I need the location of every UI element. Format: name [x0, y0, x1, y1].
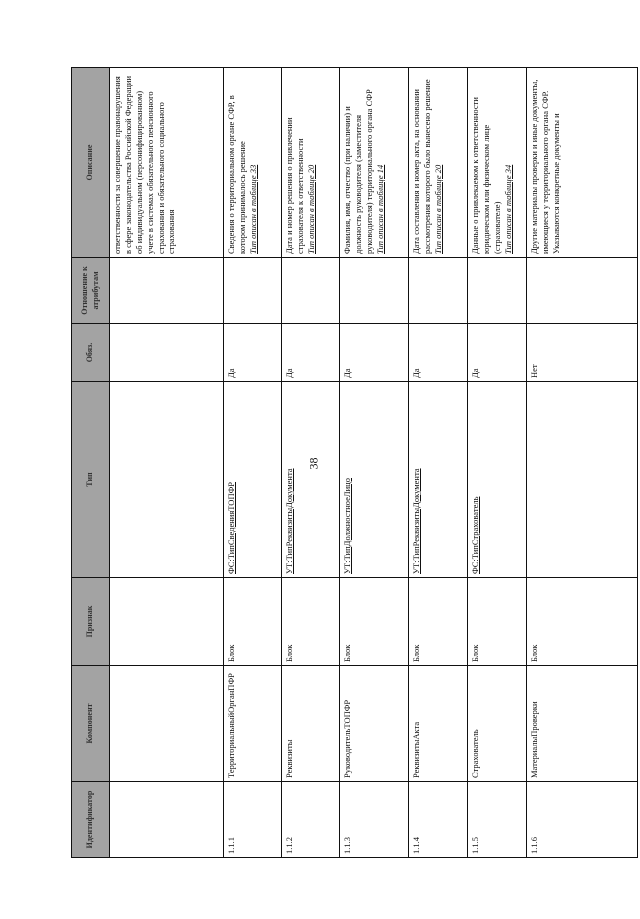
type-link[interactable]: ФС:ТипСведенияТОПФР: [226, 481, 236, 574]
cell-kind: Блок: [468, 578, 527, 666]
cell-required: Да: [409, 324, 468, 382]
rotated-table-container: [71, 68, 637, 858]
cell-required: Да: [468, 324, 527, 382]
cell-id: 1.1.4: [409, 782, 468, 858]
table-row: [282, 68, 340, 858]
cell-relation: [468, 258, 527, 324]
cell-component: РуководительТОПФР: [340, 666, 409, 782]
cell-id: 1.1.6: [527, 782, 638, 858]
description-text: Дата и номер решения о привлечении страхователя к ответственности: [284, 117, 305, 254]
type-link[interactable]: УТ:ТипРеквизитыДокумента: [411, 468, 421, 574]
cell-id: 1.1.2: [282, 782, 340, 858]
type-reference-link[interactable]: Тип описан в таблице 20: [305, 164, 316, 254]
cell-kind: Блок: [409, 578, 468, 666]
table-row: [340, 68, 409, 858]
cell-relation: [340, 258, 409, 324]
cell-id: 1.1.1: [224, 782, 282, 858]
cell-description: [282, 68, 340, 258]
cell-kind: Блок: [527, 578, 638, 666]
description-text: Сведения о территориальном органе СФР, в котором принималось решение: [226, 95, 247, 254]
table-row: [224, 68, 282, 858]
type-link[interactable]: УТ:ТипДолжностноеЛицо: [342, 478, 352, 574]
cell-type: [409, 382, 468, 578]
cell-type: [340, 382, 409, 578]
cell-kind: Блок: [282, 578, 340, 666]
type-link[interactable]: УТ:ТипРеквизитыДокумента: [284, 468, 294, 574]
cell-component: ТерриториальныйОрганПФР: [224, 666, 282, 782]
cell-relation: [282, 258, 340, 324]
cell-component: Реквизиты: [282, 666, 340, 782]
cell-required: Да: [340, 324, 409, 382]
type-reference-link[interactable]: Тип описан в таблице 34: [502, 164, 513, 254]
table-header-row: [72, 68, 110, 858]
cell-kind: Блок: [224, 578, 282, 666]
cell-id: 1.1.5: [468, 782, 527, 858]
cell-description: [110, 68, 224, 258]
cell-type: [224, 382, 282, 578]
table-row: [409, 68, 468, 858]
cell-description: [224, 68, 282, 258]
cell-id: [110, 782, 224, 858]
cell-type: [282, 382, 340, 578]
cell-relation: [224, 258, 282, 324]
cell-kind: Блок: [340, 578, 409, 666]
cell-required: Да: [282, 324, 340, 382]
table-row: [468, 68, 527, 858]
description-text: Другие материалы проверки и иные документы, имеющиеся у территориального органа СФР. Указываются конкретные документы и: [529, 79, 561, 254]
table-row-continued: [110, 68, 224, 858]
header-required: Обяз.: [72, 324, 110, 382]
description-text: Дата составления и номер акта, на основании рассмотрения которого было вынесено решение: [411, 79, 432, 254]
cell-id: 1.1.3: [340, 782, 409, 858]
cell-component: Страхователь: [468, 666, 527, 782]
description-text: ответственности за совершение правонарушения в сфере законодательства Российской Федерации об индивидуальном (персонифицированном) учете в системах обязательного пенсионного страхования и обязательного социального страхования: [112, 75, 177, 254]
cell-required: Нет: [527, 324, 638, 382]
cell-component: РеквизитыАкта: [409, 666, 468, 782]
cell-description: [468, 68, 527, 258]
header-description: Описание: [72, 68, 110, 258]
cell-kind: [110, 578, 224, 666]
cell-description: [340, 68, 409, 258]
header-type: Тип: [72, 382, 110, 578]
type-reference-link[interactable]: Тип описан в таблице 33: [247, 164, 258, 254]
header-id: Идентификатор: [72, 782, 110, 858]
cell-component: [110, 666, 224, 782]
cell-description: [409, 68, 468, 258]
cell-type: [527, 382, 638, 578]
cell-required: Да: [224, 324, 282, 382]
header-component: Компонент: [72, 666, 110, 782]
table-row: [527, 68, 638, 858]
description-text: Фамилия, имя, отчество (при наличии) и должность руководителя (заместителя руководителя) территориального органа СФР: [342, 89, 374, 254]
type-link[interactable]: ФС:ТипСтрахователь: [470, 496, 480, 574]
type-reference-link[interactable]: Тип описан в таблице 14: [374, 164, 385, 254]
document-table: [71, 67, 638, 858]
cell-relation: [409, 258, 468, 324]
cell-type: [110, 382, 224, 578]
cell-component: МатериалыПроверки: [527, 666, 638, 782]
page-number: 38: [306, 457, 321, 470]
cell-required: [110, 324, 224, 382]
description-text: Данные о привлекаемом к ответственности юридическом или физическом лице (страхователе): [470, 97, 502, 254]
header-relation: Отношение к атрибутам: [72, 258, 110, 324]
cell-type: [468, 382, 527, 578]
cell-description: [527, 68, 638, 258]
type-reference-link[interactable]: Тип описан в таблице 20: [432, 164, 443, 254]
header-kind: Признак: [72, 578, 110, 666]
cell-relation: [110, 258, 224, 324]
cell-relation: [527, 258, 638, 324]
